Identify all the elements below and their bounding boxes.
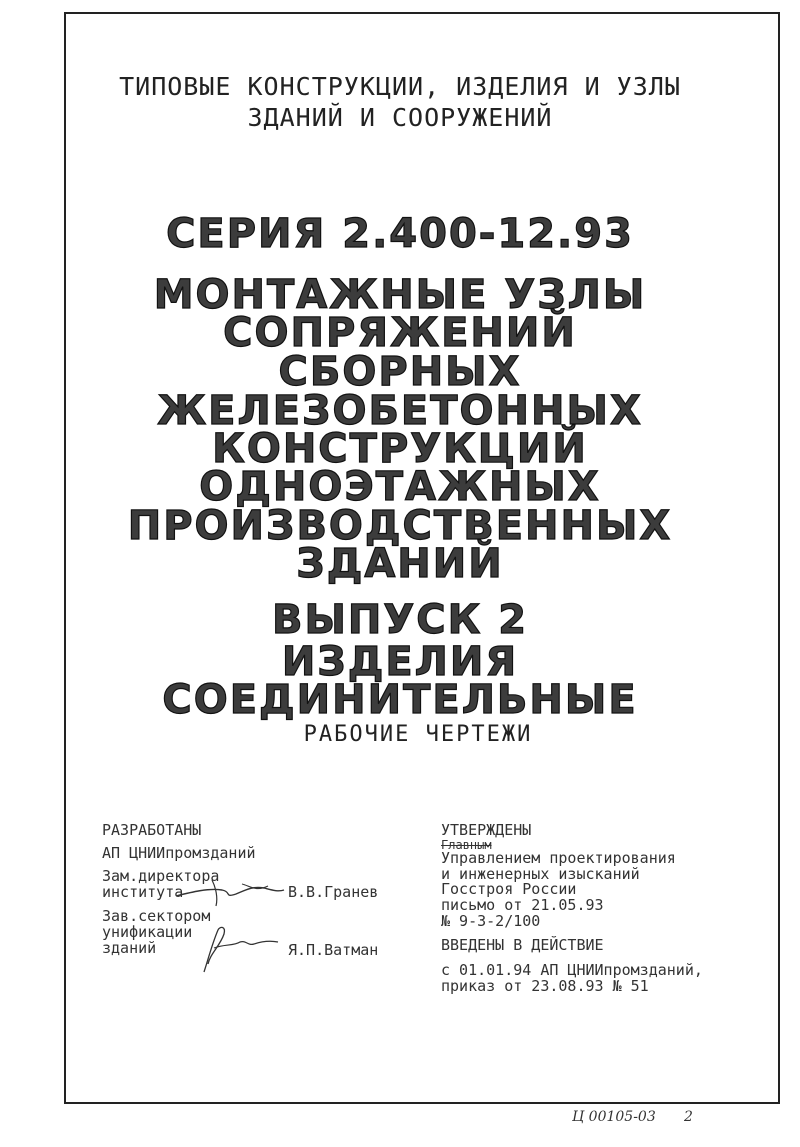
approved-heading: УТВЕРЖДЕНЫ: [441, 821, 532, 839]
developed-org: АП ЦНИИпромзданий: [102, 844, 256, 862]
developed-heading: РАЗРАБОТАНЫ: [102, 821, 202, 839]
head-role-1: Зав.сектором: [102, 907, 211, 925]
footer-code: Ц 00105-03: [572, 1109, 656, 1125]
title-line-4: ЖЕЛЕЗОБЕТОННЫХ: [157, 388, 643, 434]
approved-line-4: письмо от 21.05.93: [441, 896, 604, 914]
title-line-8: ЗДАНИЙ: [296, 541, 504, 587]
subtitle: РАБОЧИЕ ЧЕРТЕЖИ: [303, 722, 533, 747]
head-signature-icon: [184, 920, 284, 978]
approved-struck-word: Главным: [441, 838, 492, 852]
approved-line-3: Госстроя России: [441, 880, 577, 898]
deputy-signature-icon: [172, 868, 290, 912]
issue-line-1: ИЗДЕЛИЯ: [281, 639, 519, 685]
title-line-2: СОПРЯЖЕНИЙ: [223, 310, 577, 356]
title-line-6: ОДНОЭТАЖНЫХ: [199, 464, 601, 510]
issue-line-2: СОЕДИНИТЕЛЬНЫЕ: [162, 677, 638, 723]
head-role-2: унификации: [102, 923, 193, 941]
header-line-2: ЗДАНИЙ И СООРУЖЕНИЙ: [247, 103, 553, 132]
title-line-5: КОНСТРУКЦИЙ: [212, 426, 588, 472]
title-line-3: СБОРНЫХ: [278, 349, 522, 395]
deputy-role-2: института: [102, 883, 184, 901]
head-name: Я.П.Ватман: [288, 941, 379, 959]
issue-title: ВЫПУСК 2: [271, 597, 529, 643]
title-line-7: ПРОИЗВОДСТВЕННЫХ: [127, 503, 673, 549]
footer-page: 2: [684, 1109, 693, 1125]
series-title: СЕРИЯ 2.400-12.93: [166, 211, 634, 257]
enacted-line-1: с 01.01.94 АП ЦНИИпромзданий,: [441, 961, 703, 979]
deputy-role-1: Зам.директора: [102, 867, 220, 885]
header-line-1: ТИПОВЫЕ КОНСТРУКЦИИ, ИЗДЕЛИЯ И УЗЛЫ: [119, 72, 681, 101]
enacted-heading: ВВЕДЕНЫ В ДЕЙСТВИЕ: [441, 936, 604, 954]
head-role-3: зданий: [102, 939, 157, 957]
approved-line-2: и инженерных изысканий: [441, 865, 640, 883]
approved-line-5: № 9-3-2/100: [441, 912, 541, 930]
deputy-name: В.В.Гранев: [288, 883, 379, 901]
title-line-1: МОНТАЖНЫЕ УЗЛЫ: [153, 272, 647, 318]
approved-line-1: Управлением проектирования: [441, 849, 676, 867]
enacted-line-2: приказ от 23.08.93 № 51: [441, 977, 649, 995]
